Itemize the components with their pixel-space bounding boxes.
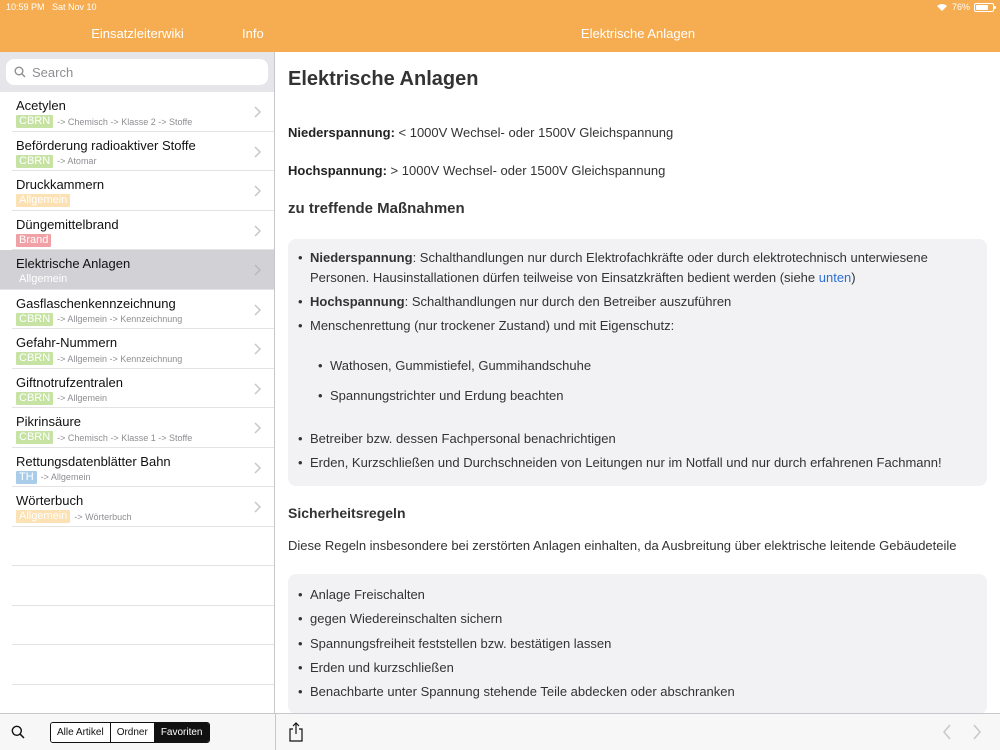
list-item-subtitle	[16, 510, 132, 523]
list-item-title: Druckkammern	[16, 177, 105, 192]
hochspannung-text: > 1000V Wechsel- oder 1500V Gleichspannung	[386, 163, 666, 178]
search-placeholder: Search	[32, 64, 74, 80]
tab-favorites[interactable]: Favoriten	[155, 723, 209, 742]
safety-item: • Spannungsfreiheit feststellen bzw. bestätigen lassen	[298, 634, 968, 654]
chevron-right-icon	[254, 185, 262, 197]
search-bar	[0, 52, 274, 92]
measures-item: • Erden, Kurzschließen und Durchschneiden von Leitungen nur im Notfall und nur durch erfahrenen Fachmann!	[298, 453, 968, 473]
chevron-right-icon	[254, 225, 262, 237]
measures-subitem: • Wathosen, Gummistiefel, Gummihandschuhe	[318, 356, 958, 376]
chevron-right-icon	[254, 383, 262, 395]
list-item-path: -> Wörterbuch	[74, 511, 132, 522]
empty-row	[12, 645, 274, 685]
measure-text: : Schalthandlungen nur durch den Betreiber auszuführen	[404, 294, 732, 309]
sidebar-title: Einsatzleiterwiki	[91, 26, 184, 41]
list-item[interactable]	[12, 487, 274, 527]
forward-arrow-icon[interactable]	[972, 724, 982, 740]
niederspannung-definition	[288, 125, 673, 140]
list-item-subtitle	[16, 155, 96, 168]
list-item-path: -> Allgemein -> Kennzeichnung	[57, 353, 183, 364]
measures-item	[298, 248, 968, 287]
hochspannung-label: Hochspannung:	[288, 163, 387, 178]
safety-item: • Erden und kurzschließen	[298, 658, 968, 678]
empty-row	[12, 606, 274, 646]
list-item-title: Beförderung radioaktiver Stoffe	[16, 137, 196, 153]
chevron-right-icon	[254, 501, 262, 513]
list-item-title: Rettungsdatenblätter Bahn	[16, 453, 171, 469]
chevron-right-icon	[254, 304, 262, 316]
list-item-subtitle	[16, 273, 74, 286]
chevron-right-icon	[254, 146, 262, 158]
category-badge: Allgemein	[19, 273, 68, 285]
status-right	[936, 2, 994, 12]
list-item-title: Elektrische Anlagen	[16, 256, 131, 271]
measures-subitem: • Spannungstrichter und Erdung beachten	[318, 386, 958, 406]
safety-intro: Diese Regeln insbesondere bei zerstörten Anlagen einhalten, da Ausbreitung über elektrische leitende Gebäudeteile	[288, 538, 957, 553]
list-item[interactable]	[12, 211, 274, 251]
category-badge: CBRN	[16, 392, 53, 405]
list-item-subtitle	[16, 392, 107, 405]
measures-item: • Menschenrettung (nur trockener Zustand) und mit Eigenschutz:	[298, 316, 968, 336]
list-item[interactable]	[12, 92, 274, 132]
article-list	[0, 92, 274, 713]
measures-heading: zu treffende Maßnahmen	[288, 200, 465, 217]
empty-row	[12, 527, 274, 567]
list-item-subtitle	[16, 352, 182, 365]
chevron-right-icon	[254, 264, 262, 276]
list-item-title: Düngemittelbrand	[16, 216, 119, 232]
measure-label: Niederspannung	[310, 250, 413, 265]
article-title: Elektrische Anlagen	[288, 68, 479, 90]
status-bar	[0, 0, 1000, 14]
list-item-path: -> Allgemein	[40, 472, 91, 482]
search-icon[interactable]	[11, 725, 25, 739]
list-item-title: Pikrinsäure	[16, 414, 82, 429]
safety-item: • Benachbarte unter Spannung stehende Teile abdecken oder abschranken	[298, 682, 968, 702]
list-item-subtitle	[16, 115, 192, 128]
safety-heading: Sicherheitsregeln	[288, 505, 406, 521]
niederspannung-text: < 1000V Wechsel- oder 1500V Gleichspannung	[394, 125, 674, 140]
status-time: 10:59 PM	[6, 2, 45, 12]
search-icon	[14, 66, 26, 78]
measures-item: • Betreiber bzw. dessen Fachpersonal benachrichtigen	[298, 429, 968, 449]
category-badge: CBRN	[16, 155, 53, 168]
list-item[interactable]	[12, 171, 274, 211]
chevron-right-icon	[254, 462, 262, 474]
list-item[interactable]	[12, 448, 274, 488]
list-item-subtitle	[16, 431, 192, 444]
list-item-title: Acetylen	[16, 98, 66, 113]
niederspannung-label: Niederspannung:	[288, 125, 395, 140]
empty-row	[12, 685, 274, 714]
view-segmented-control	[50, 722, 210, 743]
bottom-toolbar	[0, 713, 1000, 750]
list-item-subtitle	[16, 313, 182, 326]
toolbar-divider	[275, 714, 276, 750]
battery-icon	[974, 3, 994, 12]
list-item[interactable]	[12, 329, 274, 369]
category-badge: Allgemein	[16, 510, 70, 523]
share-icon[interactable]	[288, 722, 304, 742]
unten-link[interactable]: unten	[818, 269, 852, 285]
chevron-right-icon	[254, 422, 262, 434]
wifi-icon	[936, 3, 948, 11]
list-item[interactable]	[12, 290, 274, 330]
measure-text-end: )	[851, 269, 856, 285]
list-item-path: -> Atomar	[57, 156, 97, 166]
list-item[interactable]	[12, 408, 274, 448]
list-item-title: Wörterbuch	[16, 493, 84, 508]
tab-folders[interactable]: Ordner	[111, 723, 155, 742]
list-item[interactable]	[12, 369, 274, 409]
tab-all-articles[interactable]: Alle Artikel	[51, 723, 111, 742]
list-item-path: -> Chemisch -> Klasse 1 -> Stoffe	[57, 432, 193, 443]
list-item-path: -> Allgemein -> Kennzeichnung	[57, 314, 183, 324]
chevron-right-icon	[254, 106, 262, 118]
chevron-right-icon	[254, 343, 262, 355]
category-badge: TH	[16, 471, 37, 484]
status-date: Sat Nov 10	[52, 2, 97, 12]
list-item-title: Gefahr-Nummern	[16, 335, 118, 350]
measure-label: Hochspannung	[310, 294, 405, 309]
back-arrow-icon[interactable]	[942, 724, 952, 740]
category-badge: Brand	[16, 234, 51, 247]
list-item-path: -> Allgemein	[57, 393, 107, 403]
safety-item: • Anlage Freischalten	[298, 585, 968, 605]
category-badge: CBRN	[16, 313, 53, 326]
detail-title: Elektrische Anlagen	[580, 26, 696, 41]
list-item-title: Giftnotrufzentralen	[16, 374, 123, 390]
category-badge: Allgemein	[16, 194, 70, 207]
category-badge: CBRN	[16, 352, 53, 365]
list-item-subtitle	[16, 471, 90, 484]
info-button[interactable]: Info	[242, 26, 264, 41]
empty-row	[12, 566, 274, 606]
measure-text: : Schalthandlungen nur durch Elektrofachkräfte oder durch elektrotechnisch unterwiesene Personen. Hausinstallationen dürfen teilweise von Einsatzkräften bedient werden (siehe	[310, 250, 928, 285]
list-item-path: -> Chemisch -> Klasse 2 -> Stoffe	[57, 116, 193, 127]
search-input[interactable]	[6, 59, 268, 85]
list-item-selected[interactable]	[0, 250, 274, 290]
category-badge: CBRN	[16, 431, 53, 444]
list-item-title: Gasflaschenkennzeichnung	[16, 295, 176, 311]
list-item-subtitle	[16, 194, 74, 207]
hochspannung-definition	[288, 163, 665, 178]
battery-percent: 76%	[951, 2, 970, 12]
sidebar	[0, 52, 275, 713]
list-item-subtitle	[16, 234, 55, 247]
article-content	[276, 52, 1000, 713]
safety-item: • gegen Wiedereinschalten sichern	[298, 609, 968, 629]
list-item[interactable]	[12, 132, 274, 172]
measures-item	[298, 292, 968, 312]
category-badge: CBRN	[16, 115, 53, 128]
